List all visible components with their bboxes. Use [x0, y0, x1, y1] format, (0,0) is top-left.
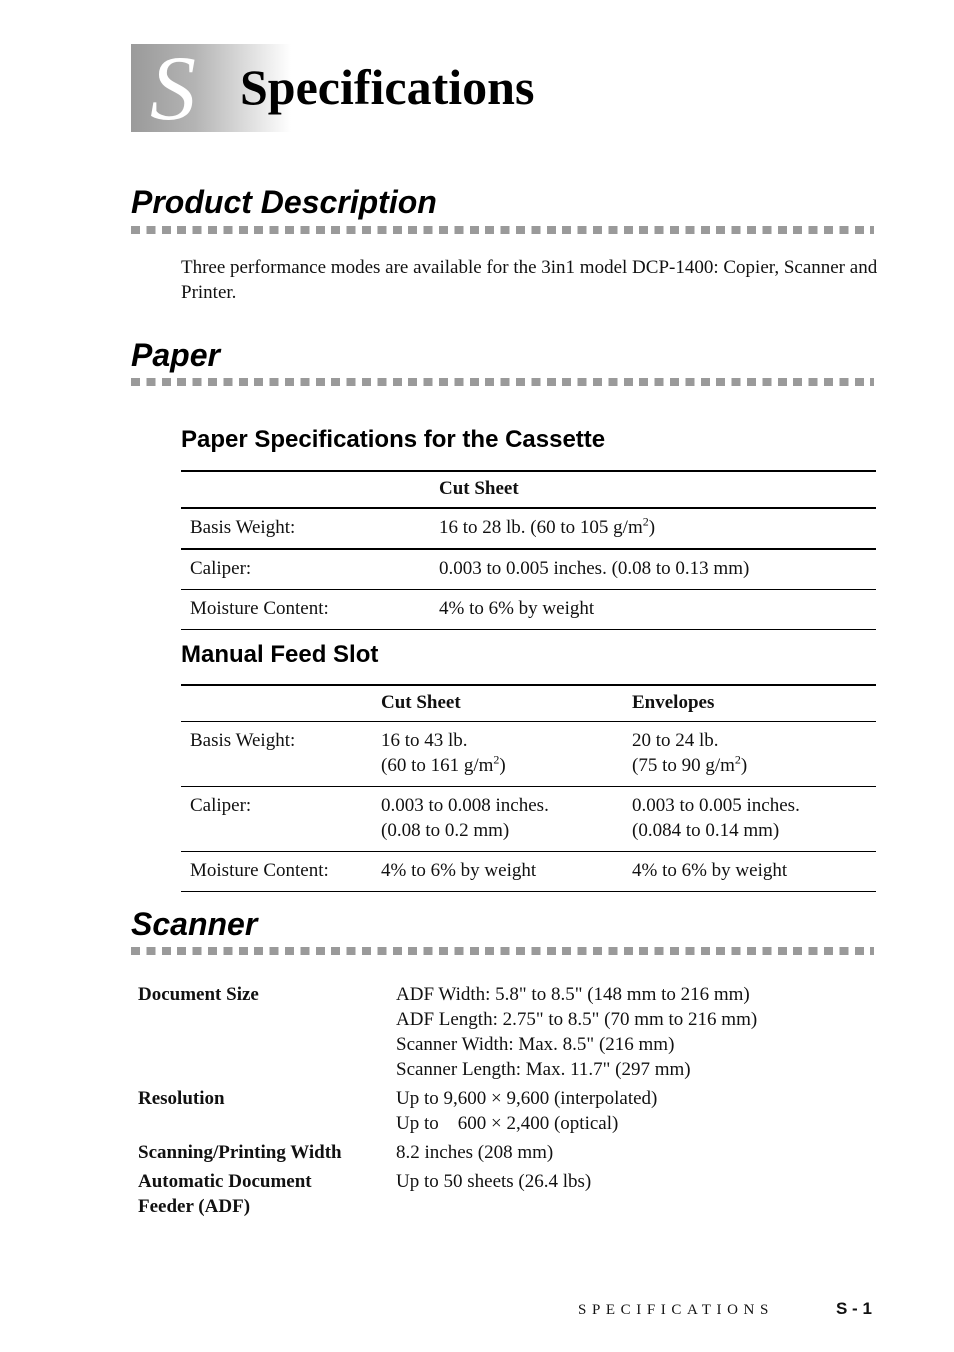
- column-header: Cut Sheet: [381, 692, 461, 713]
- spec-value: Up to 9,600 × 9,600 (interpolated) Up to 600 × 2,400 (optical): [396, 1088, 658, 1134]
- spec-label: Automatic Document Feeder (ADF): [138, 1171, 312, 1217]
- product-description-text: Three performance modes are available for the 3in1 model DCP-1400: Copier, Scanner and Printer.: [181, 257, 878, 303]
- cut-sheet-value: 0.003 to 0.008 inches. (0.08 to 0.2 mm): [381, 795, 549, 841]
- section-divider: [131, 226, 874, 234]
- spec-label: Document Size: [138, 984, 259, 1005]
- row-value: 0.003 to 0.005 inches. (0.08 to 0.13 mm): [439, 558, 750, 579]
- row-value: 16 to 28 lb. (60 to 105 $g/m^2$): [439, 514, 656, 538]
- spec-value: Up to 50 sheets (26.4 lbs): [396, 1171, 592, 1192]
- cut-sheet-value: 16 to 43 lb. (60 to 161 $g/m^2$): [381, 730, 506, 776]
- cassette-spec-table: [181, 470, 876, 630]
- section-divider: [131, 947, 874, 955]
- table-header-row: [181, 471, 876, 508]
- spec-label: Scanning/Printing Width: [138, 1142, 342, 1163]
- row-label: Moisture Content:: [190, 598, 329, 619]
- spec-value: ADF Width: 5.8" to 8.5" (148 mm to 216 mm) ADF Length: 2.75" to 8.5" (70 mm to 216 mm) Scanner Width: Max. 8.5" (216 mm) Scanner Length: Max. 11.7" (297 mm): [396, 984, 758, 1080]
- column-header: Envelopes: [632, 692, 715, 713]
- scanner-heading: Scanner: [131, 906, 258, 942]
- cut-sheet-value: 4% to 6% by weight: [381, 860, 537, 881]
- table-row: [181, 722, 876, 787]
- table-row: [181, 549, 876, 590]
- column-header: Cut Sheet: [439, 478, 519, 499]
- table-header-row: [181, 685, 876, 722]
- table-row: [181, 852, 876, 892]
- row-label: Basis Weight:: [190, 517, 296, 538]
- row-label: Moisture Content:: [190, 860, 329, 881]
- table-row: [181, 508, 876, 549]
- spec-label: Resolution: [138, 1088, 225, 1109]
- table-row: [181, 787, 876, 852]
- row-value: 4% to 6% by weight: [439, 598, 595, 619]
- manual-feed-heading: Manual Feed Slot: [181, 641, 379, 668]
- envelopes-value: 0.003 to 0.005 inches. (0.084 to 0.14 mm): [632, 795, 800, 841]
- row-label: Caliper:: [190, 558, 252, 579]
- footer-section-name: SPECIFICATIONS: [578, 1302, 774, 1318]
- paper-heading: Paper: [131, 337, 220, 373]
- page-number: S - 1: [836, 1299, 872, 1318]
- product-description-heading: Product Description: [131, 184, 437, 220]
- cassette-heading: Paper Specifications for the Cassette: [181, 426, 606, 453]
- chapter-title: Specifications: [240, 59, 535, 115]
- row-label: Basis Weight:: [190, 730, 296, 751]
- row-label: Caliper:: [190, 795, 252, 816]
- chapter-letter: S: [150, 37, 196, 139]
- envelopes-value: 4% to 6% by weight: [632, 860, 788, 881]
- spec-value: 8.2 inches (208 mm): [396, 1142, 554, 1163]
- manual-feed-spec-table: [181, 684, 876, 892]
- section-divider: [131, 378, 874, 386]
- table-row: [181, 590, 876, 630]
- scanner-spec-list: [138, 982, 878, 1219]
- envelopes-value: 20 to 24 lb. (75 to 90 $g/m^2$): [632, 730, 748, 776]
